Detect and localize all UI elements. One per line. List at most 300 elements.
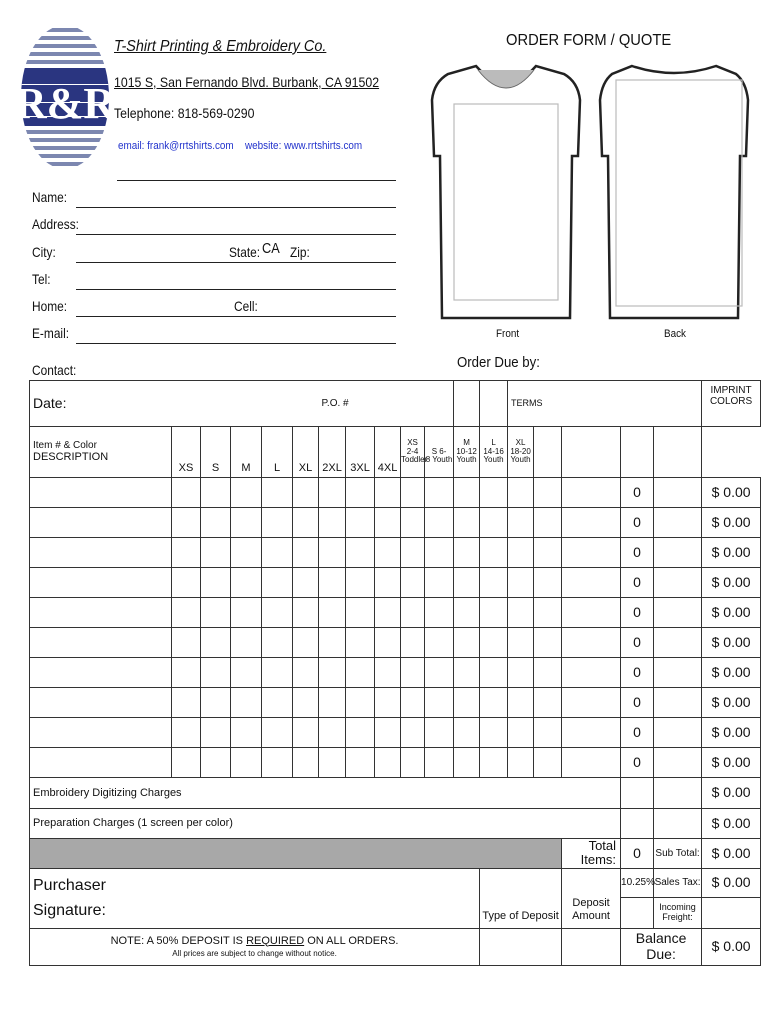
row-qty: 0 (621, 658, 654, 688)
row-item-description[interactable] (30, 658, 172, 688)
row-size-qty[interactable] (425, 688, 454, 718)
row-total: $ 0.00 (702, 478, 761, 508)
row-size-qty[interactable] (534, 508, 562, 538)
size-header-xs: XS (172, 427, 201, 478)
row-qty: 0 (621, 688, 654, 718)
row-size-qty[interactable] (425, 568, 454, 598)
row-size-qty[interactable] (172, 718, 201, 748)
row-total: $ 0.00 (702, 508, 761, 538)
row-imprint-colors[interactable] (562, 628, 621, 658)
row-total: $ 0.00 (702, 748, 761, 778)
row-size-qty[interactable] (401, 568, 425, 598)
row-size-qty[interactable] (480, 538, 508, 568)
row-size-qty[interactable] (425, 628, 454, 658)
balance-due-value: $ 0.00 (702, 928, 761, 965)
row-size-qty[interactable] (425, 598, 454, 628)
purchaser-signature-cell[interactable] (30, 868, 480, 928)
row-size-qty[interactable] (534, 748, 562, 778)
terms-label: TERMS (508, 381, 702, 427)
row-item-description[interactable] (30, 748, 172, 778)
row-size-qty[interactable] (401, 748, 425, 778)
row-size-qty[interactable] (375, 538, 401, 568)
row-size-qty[interactable] (425, 508, 454, 538)
note-small: All prices are subject to change without notice. (172, 948, 337, 958)
unit-price-cell[interactable] (654, 809, 702, 839)
table-row (30, 538, 761, 568)
row-unit-price[interactable] (654, 568, 702, 598)
row-size-qty[interactable] (319, 688, 346, 718)
row-size-qty[interactable] (508, 508, 534, 538)
row-qty: 0 (621, 508, 654, 538)
row-size-qty[interactable] (534, 628, 562, 658)
row-size-qty[interactable] (293, 748, 319, 778)
row-size-qty[interactable] (454, 628, 480, 658)
row-item-description[interactable] (30, 688, 172, 718)
youth-size-line: Youth (483, 455, 504, 465)
row-size-qty[interactable] (375, 688, 401, 718)
deposit-type-field[interactable] (480, 928, 562, 965)
row-size-qty[interactable] (508, 718, 534, 748)
unit-price-cell[interactable] (654, 778, 702, 809)
po-label: P.O. # (319, 381, 454, 427)
note-prefix: NOTE: A 50% DEPOSIT IS (110, 934, 247, 947)
row-size-qty[interactable] (401, 628, 425, 658)
note-required: REQUIRED (246, 934, 305, 947)
row-size-qty[interactable] (508, 748, 534, 778)
row-size-qty[interactable] (375, 658, 401, 688)
row-imprint-colors[interactable] (562, 688, 621, 718)
freight-value[interactable] (702, 897, 761, 928)
signature-label: Signature: (33, 902, 106, 920)
item-rows (30, 478, 761, 778)
tel-label: Tel: (32, 271, 51, 287)
row-size-qty[interactable] (346, 658, 375, 688)
row-size-qty[interactable] (375, 628, 401, 658)
name-field[interactable] (76, 207, 396, 208)
row-size-qty[interactable] (262, 538, 293, 568)
row-size-qty[interactable] (293, 538, 319, 568)
row-qty: 0 (621, 568, 654, 598)
row-size-qty[interactable] (231, 538, 262, 568)
row-imprint-colors[interactable] (562, 538, 621, 568)
type-of-deposit-label[interactable]: Type of Deposit (480, 868, 562, 928)
tax-rate: 10.25% (621, 868, 654, 897)
order-due-label: Order Due by: (457, 354, 540, 371)
imprint-colors-header: IMPRINT COLORS (702, 381, 761, 427)
row-size-qty[interactable] (401, 478, 425, 508)
sales-tax-label: Sales Tax: (654, 868, 702, 897)
row-size-qty[interactable] (401, 658, 425, 688)
table-header-row-2 (30, 427, 761, 478)
row-unit-price[interactable] (654, 478, 702, 508)
row-size-qty[interactable] (172, 538, 201, 568)
row-unit-price[interactable] (654, 688, 702, 718)
size-header-youth-l (480, 427, 508, 478)
row-size-qty[interactable] (262, 628, 293, 658)
row-total: $ 0.00 (702, 538, 761, 568)
youth-size-line: M (463, 437, 470, 447)
row-size-qty[interactable] (480, 688, 508, 718)
size-header-xl: XL (293, 427, 319, 478)
company-phone: Telephone: 818-569-0290 (114, 105, 255, 121)
home-label: Home: (32, 298, 68, 314)
contact-label: Contact: (32, 362, 77, 378)
home-cell-field[interactable] (76, 316, 396, 317)
row-size-qty[interactable] (231, 478, 262, 508)
row-size-qty[interactable] (319, 598, 346, 628)
row-size-qty[interactable] (454, 508, 480, 538)
youth-size-line: Youth (456, 455, 477, 465)
size-header-youth-m (454, 427, 480, 478)
row-size-qty[interactable] (375, 718, 401, 748)
qty-cell[interactable] (562, 427, 621, 478)
row-qty: 0 (621, 538, 654, 568)
tshirt-back-image (592, 60, 756, 324)
row-size-qty[interactable] (425, 718, 454, 748)
date-label: Date: (30, 381, 319, 427)
logo-text: R&R (14, 79, 116, 128)
deposit-note (30, 928, 480, 965)
table-row (30, 628, 761, 658)
row-size-qty[interactable] (508, 658, 534, 688)
row-imprint-colors[interactable] (562, 748, 621, 778)
row-size-qty[interactable] (201, 568, 231, 598)
size-header-3xl: 3XL (346, 427, 375, 478)
unit-price-cell[interactable] (621, 427, 654, 478)
row-imprint-colors[interactable] (562, 478, 621, 508)
row-qty: 0 (621, 478, 654, 508)
row-size-qty[interactable] (293, 688, 319, 718)
row-size-qty[interactable] (201, 598, 231, 628)
row-size-qty[interactable] (346, 508, 375, 538)
qty-cell[interactable] (621, 778, 654, 809)
incoming-freight-label: Incoming Freight: (654, 897, 702, 928)
state-label: State: (229, 244, 261, 260)
row-size-qty[interactable] (401, 538, 425, 568)
total-items-row (30, 839, 761, 869)
youth-size-line: 18-20 (510, 446, 531, 456)
youth-size-line: XS (407, 437, 418, 447)
back-label: Back (664, 328, 687, 340)
table-row (30, 658, 761, 688)
row-size-qty[interactable] (262, 478, 293, 508)
row-size-qty[interactable] (454, 538, 480, 568)
row-size-qty[interactable] (293, 568, 319, 598)
row-size-qty[interactable] (480, 568, 508, 598)
row-unit-price[interactable] (654, 658, 702, 688)
deposit-amount-field[interactable] (562, 928, 621, 965)
row-size-qty[interactable] (480, 658, 508, 688)
row-size-qty[interactable] (454, 688, 480, 718)
row-item-description[interactable] (30, 568, 172, 598)
row-size-qty[interactable] (172, 508, 201, 538)
row-item-description[interactable] (30, 628, 172, 658)
row-size-qty[interactable] (293, 628, 319, 658)
youth-size-line: 2-4 (406, 446, 419, 456)
row-size-qty[interactable] (346, 688, 375, 718)
row-size-qty[interactable] (375, 478, 401, 508)
row-size-qty[interactable] (534, 658, 562, 688)
tel-field[interactable] (76, 289, 396, 290)
size-header-2xl: 2XL (319, 427, 346, 478)
company-website[interactable]: website: www.rrtshirts.com (245, 140, 363, 152)
row-unit-price[interactable] (654, 508, 702, 538)
row-size-qty[interactable] (534, 598, 562, 628)
row-size-qty[interactable] (401, 718, 425, 748)
row-size-qty[interactable] (480, 748, 508, 778)
row-size-qty[interactable] (201, 658, 231, 688)
row-size-qty[interactable] (201, 718, 231, 748)
balance-due-label: Balance Due: (621, 928, 702, 965)
row-size-qty[interactable] (454, 718, 480, 748)
address-label: Address: (32, 216, 79, 232)
row-item-description[interactable] (30, 538, 172, 568)
row-size-qty[interactable] (293, 718, 319, 748)
row-size-qty[interactable] (293, 598, 319, 628)
row-qty: 0 (621, 628, 654, 658)
row-size-qty[interactable] (231, 598, 262, 628)
row-size-qty[interactable] (346, 568, 375, 598)
row-imprint-colors[interactable] (562, 598, 621, 628)
table-row (30, 508, 761, 538)
row-size-qty[interactable] (201, 508, 231, 538)
form-title: ORDER FORM / QUOTE (506, 32, 672, 49)
row-size-qty[interactable] (454, 598, 480, 628)
row-item-description[interactable] (30, 478, 172, 508)
company-address: 1015 S, San Fernando Blvd. Burbank, CA 91502 (114, 74, 380, 90)
row-size-qty[interactable] (172, 658, 201, 688)
row-total: $ 0.00 (702, 598, 761, 628)
size-header-m: M (231, 427, 262, 478)
row-size-qty[interactable] (319, 658, 346, 688)
row-size-qty[interactable] (172, 598, 201, 628)
address-field[interactable] (76, 234, 396, 235)
row-size-qty[interactable] (508, 688, 534, 718)
row-size-qty[interactable] (375, 568, 401, 598)
row-size-qty[interactable] (508, 538, 534, 568)
embroidery-total: $ 0.00 (702, 778, 761, 809)
row-size-qty[interactable] (375, 508, 401, 538)
row-size-qty[interactable] (231, 628, 262, 658)
preparation-label: Preparation Charges (1 screen per color) (30, 809, 621, 839)
preparation-total: $ 0.00 (702, 809, 761, 839)
subtotal-value: $ 0.00 (702, 839, 761, 869)
row-size-qty[interactable] (262, 508, 293, 538)
row-size-qty[interactable] (454, 568, 480, 598)
row-size-qty[interactable] (262, 658, 293, 688)
row-size-qty[interactable] (231, 748, 262, 778)
row-item-description[interactable] (30, 718, 172, 748)
item-color-label: Item # & Color (33, 440, 97, 452)
row-size-qty[interactable] (346, 478, 375, 508)
company-name: T-Shirt Printing & Embroidery Co. (114, 38, 327, 55)
youth-size-line: 10-12 (456, 446, 477, 456)
note-suffix: ON ALL ORDERS. (304, 934, 399, 947)
row-size-qty[interactable] (480, 628, 508, 658)
embroidery-label: Embroidery Digitizing Charges (30, 778, 621, 809)
row-size-qty[interactable] (231, 568, 262, 598)
note-row (30, 928, 761, 965)
youth-size-line: 8 Youth (425, 455, 453, 465)
row-imprint-colors[interactable] (562, 568, 621, 598)
sales-tax-value: $ 0.00 (702, 868, 761, 897)
size-header-youth-xl (508, 427, 534, 478)
row-unit-price[interactable] (654, 718, 702, 748)
purchaser-label: Purchaser (33, 876, 106, 894)
row-size-qty[interactable] (319, 748, 346, 778)
row-size-qty[interactable] (346, 718, 375, 748)
purchaser-row-1 (30, 868, 761, 897)
row-size-qty[interactable] (346, 748, 375, 778)
row-qty: 0 (621, 718, 654, 748)
row-size-qty[interactable] (480, 508, 508, 538)
row-size-qty[interactable] (346, 538, 375, 568)
state-value[interactable]: CA (262, 240, 280, 257)
total-items-value: 0 (621, 839, 654, 869)
row-size-qty[interactable] (201, 748, 231, 778)
row-size-qty[interactable] (201, 538, 231, 568)
row-size-qty[interactable] (231, 718, 262, 748)
size-blank[interactable] (454, 381, 480, 427)
row-size-qty[interactable] (319, 718, 346, 748)
row-item-description[interactable] (30, 508, 172, 538)
table-row (30, 688, 761, 718)
size-header-youth-xs (401, 427, 428, 478)
zip-label: Zip: (290, 244, 310, 260)
tshirt-front-image (424, 60, 588, 324)
row-size-qty[interactable] (454, 478, 480, 508)
row-size-qty[interactable] (262, 748, 293, 778)
row-imprint-colors[interactable] (562, 718, 621, 748)
row-size-qty[interactable] (534, 538, 562, 568)
row-size-qty[interactable] (231, 508, 262, 538)
row-size-qty[interactable] (172, 688, 201, 718)
row-size-qty[interactable] (231, 688, 262, 718)
row-size-qty[interactable] (262, 598, 293, 628)
front-label: Front (496, 328, 520, 340)
size-header-4xl: 4XL (375, 427, 401, 478)
row-size-qty[interactable] (172, 478, 201, 508)
row-total: $ 0.00 (702, 718, 761, 748)
size-header-youth-s (425, 427, 454, 478)
email-field[interactable] (76, 343, 396, 344)
row-size-qty[interactable] (508, 478, 534, 508)
row-size-qty[interactable] (425, 748, 454, 778)
row-unit-price[interactable] (654, 538, 702, 568)
row-size-qty[interactable] (508, 598, 534, 628)
row-unit-price[interactable] (654, 628, 702, 658)
row-unit-price[interactable] (654, 748, 702, 778)
table-row (30, 748, 761, 778)
table-row (30, 598, 761, 628)
table-header-row-1 (30, 381, 761, 427)
row-size-qty[interactable] (319, 568, 346, 598)
row-size-qty[interactable] (293, 508, 319, 538)
youth-size-line: Toddler (401, 455, 428, 465)
imprint-cell[interactable] (534, 427, 562, 478)
row-size-qty[interactable] (262, 568, 293, 598)
freight-blank (621, 897, 654, 928)
youth-size-line: L (491, 437, 496, 447)
youth-size-line: XL (515, 437, 526, 447)
cell-label: Cell: (234, 298, 258, 314)
row-size-qty[interactable] (262, 688, 293, 718)
row-size-qty[interactable] (172, 568, 201, 598)
row-size-qty[interactable] (231, 658, 262, 688)
row-size-qty[interactable] (375, 598, 401, 628)
row-size-qty[interactable] (508, 628, 534, 658)
row-size-qty[interactable] (346, 628, 375, 658)
row-total: $ 0.00 (702, 568, 761, 598)
youth-size-line: 14-16 (483, 446, 504, 456)
row-size-qty[interactable] (454, 748, 480, 778)
row-size-qty[interactable] (534, 718, 562, 748)
company-email[interactable]: email: frank@rrtshirts.com (118, 140, 234, 152)
row-total: $ 0.00 (702, 658, 761, 688)
row-size-qty[interactable] (346, 598, 375, 628)
row-qty: 0 (621, 598, 654, 628)
city-label: City: (32, 244, 56, 260)
row-item-description[interactable] (30, 598, 172, 628)
row-size-qty[interactable] (480, 478, 508, 508)
row-size-qty[interactable] (319, 538, 346, 568)
row-imprint-colors[interactable] (562, 658, 621, 688)
row-size-qty[interactable] (201, 688, 231, 718)
row-size-qty[interactable] (508, 568, 534, 598)
row-size-qty[interactable] (172, 628, 201, 658)
row-total: $ 0.00 (702, 688, 761, 718)
row-size-qty[interactable] (454, 658, 480, 688)
row-size-qty[interactable] (534, 478, 562, 508)
row-size-qty[interactable] (293, 658, 319, 688)
row-size-qty[interactable] (319, 508, 346, 538)
row-size-qty[interactable] (425, 538, 454, 568)
row-size-qty[interactable] (172, 748, 201, 778)
size-header-s: S (201, 427, 231, 478)
header-rule (117, 180, 396, 181)
size-header-l: L (262, 427, 293, 478)
row-size-qty[interactable] (480, 598, 508, 628)
row-size-qty[interactable] (425, 478, 454, 508)
row-size-qty[interactable] (262, 718, 293, 748)
deposit-amount-label[interactable]: Deposit Amount (562, 868, 621, 928)
total-items-label: Total Items: (562, 839, 621, 869)
row-size-qty[interactable] (425, 658, 454, 688)
row-size-qty[interactable] (401, 688, 425, 718)
row-size-qty[interactable] (293, 478, 319, 508)
row-size-qty[interactable] (201, 478, 231, 508)
size-blank[interactable] (480, 381, 508, 427)
row-size-qty[interactable] (319, 478, 346, 508)
row-size-qty[interactable] (319, 628, 346, 658)
city-field[interactable] (76, 262, 396, 263)
row-size-qty[interactable] (401, 598, 425, 628)
row-size-qty[interactable] (534, 688, 562, 718)
row-unit-price[interactable] (654, 598, 702, 628)
qty-cell[interactable] (621, 809, 654, 839)
row-size-qty[interactable] (401, 508, 425, 538)
row-size-qty[interactable] (201, 628, 231, 658)
row-size-qty[interactable] (534, 568, 562, 598)
row-imprint-colors[interactable] (562, 508, 621, 538)
row-size-qty[interactable] (375, 748, 401, 778)
total-cell[interactable] (654, 427, 702, 478)
row-total: $ 0.00 (702, 628, 761, 658)
row-size-qty[interactable] (480, 718, 508, 748)
company-logo (14, 24, 116, 170)
table-row (30, 718, 761, 748)
subtotal-label: Sub Total: (654, 839, 702, 869)
